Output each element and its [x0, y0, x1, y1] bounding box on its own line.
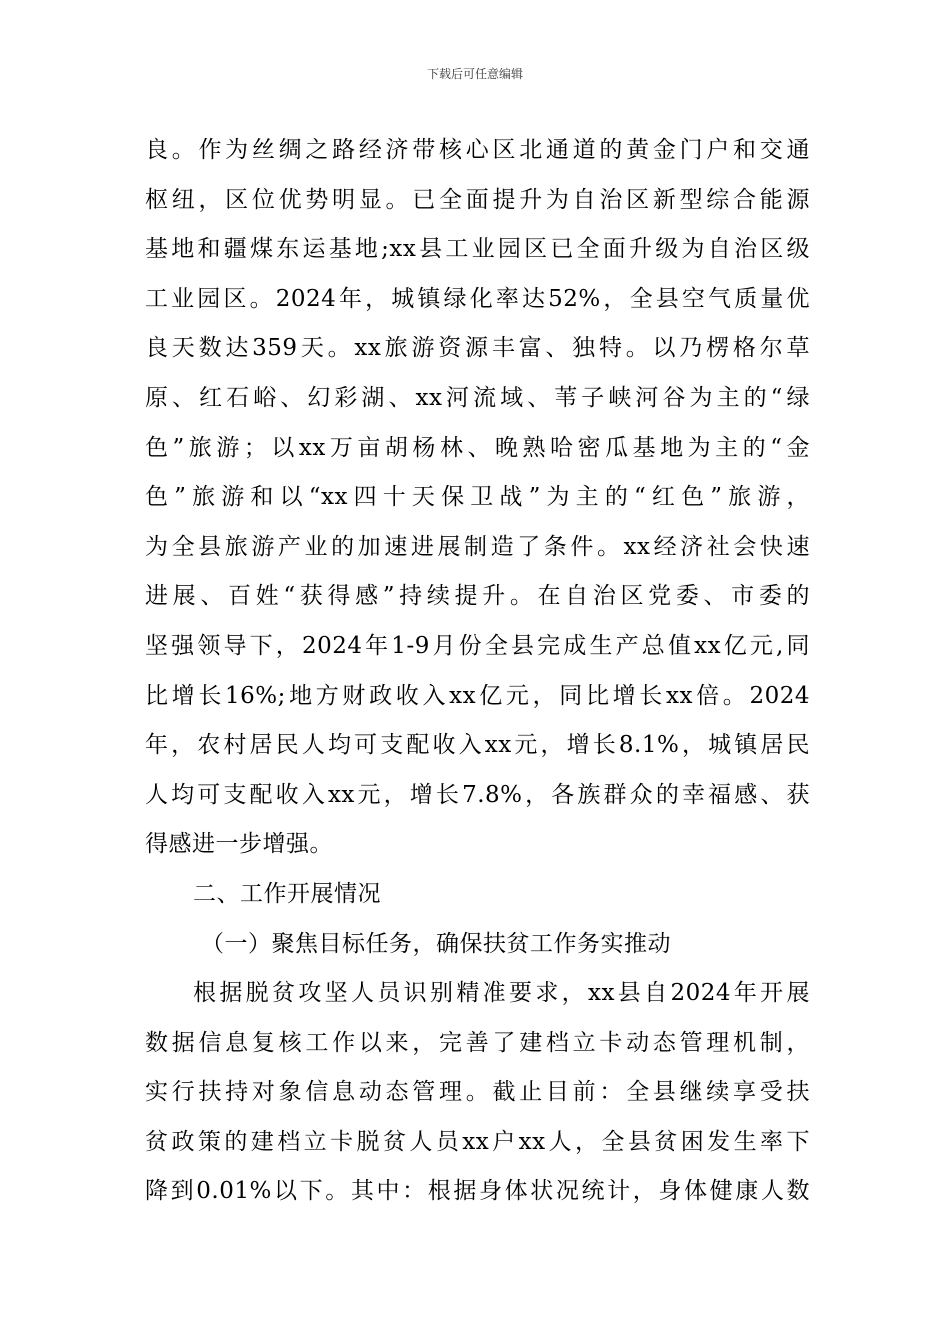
text-line: 为全县旅游产业的加速进展制造了条件。xx经济社会快速 [145, 533, 810, 560]
text-line: 进展、百姓“获得感”持续提升。在自治区党委、市委的 [145, 583, 810, 610]
paragraph-intro [145, 126, 810, 870]
text-line: 坚强领导下，2024年1-9月份全县完成生产总值xx亿元,同 [145, 632, 810, 659]
text-line: 根据脱贫攻坚人员识别精准要求，xx县自2024年开展 [193, 980, 810, 1007]
text-line: 枢纽，区位优势明显。已全面提升为自治区新型综合能源 [145, 186, 810, 213]
text-line: 人均可支配收入xx元，增长7.8%，各族群众的幸福感、获 [145, 781, 810, 808]
text-line: 原、红石峪、幻彩湖、xx河流域、苇子峡河谷为主的“绿 [145, 384, 810, 411]
text-line: 实行扶持对象信息动态管理。截止目前：全县继续享受扶 [145, 1079, 810, 1106]
text-line: 工业园区。2024年，城镇绿化率达52%，全县空气质量优 [145, 285, 810, 312]
text-line: 良。作为丝绸之路经济带核心区北通道的黄金门户和交通 [145, 137, 810, 163]
text-line: 数据信息复核工作以来，完善了建档立卡动态管理机制， [145, 1029, 810, 1056]
text-line: 色”旅游和以“xx四十天保卫战”为主的“红色”旅游， [145, 484, 810, 511]
subsection-heading: （一）聚焦目标任务，确保扶贫工作务实推动 [201, 930, 671, 957]
text-line: 良天数达359天。xx旅游资源丰富、独特。以乃楞格尔草 [145, 335, 810, 362]
text-line: 年，农村居民人均可支配收入xx元，增长8.1%，城镇居民 [145, 732, 810, 759]
text-line: 降到0.01%以下。其中：根据身体状况统计，身体健康人数 [145, 1178, 810, 1205]
text-line: 色”旅游；以xx万亩胡杨林、晚熟哈密瓜基地为主的“金 [145, 434, 810, 461]
text-line: 得感进一步增强。 [145, 831, 333, 858]
paragraph-poverty [145, 969, 810, 1217]
text-line: 比增长16%;地方财政收入xx亿元，同比增长xx倍。2024 [145, 682, 810, 709]
text-line: 贫政策的建档立卡脱贫人员xx户xx人，全县贫困发生率下 [145, 1128, 810, 1155]
page-header: 下载后可任意编辑 [426, 67, 523, 81]
document-body [145, 126, 810, 1217]
section-heading: 二、工作开展情况 [193, 880, 381, 907]
text-line: 基地和疆煤东运基地;xx县工业园区已全面升级为自治区级 [145, 236, 810, 263]
